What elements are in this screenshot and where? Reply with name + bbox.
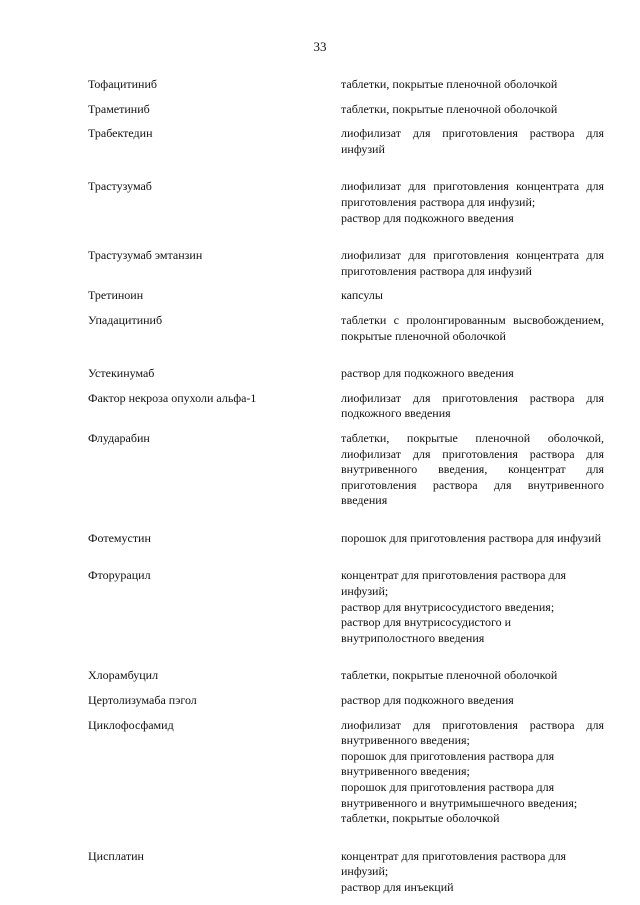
- drug-name: Цертолизумаба пэгол: [88, 693, 197, 708]
- drug-list: [88, 77, 604, 896]
- drug-name: Циклофосфамид: [88, 717, 174, 732]
- list-row: [88, 288, 604, 304]
- page-number: 33: [313, 39, 327, 54]
- dosage-form: таблетки, покрытые пленочной оболочкой: [341, 77, 558, 91]
- drug-name: Тофацитиниб: [88, 77, 157, 91]
- dosage-form: лиофилизат для приготовления раствора для внутривенного введения; порошок для приготовления раствора для внутривенного введения; порошок для приготовления раствора для внутривенного и внутримышечного введения; таблетки, покрытые оболочкой: [341, 717, 604, 826]
- list-row: [88, 849, 604, 896]
- list-row: [88, 531, 604, 547]
- dosage-form: таблетки, покрытые пленочной оболочкой: [341, 101, 558, 116]
- drug-name: Трастузумаб: [88, 179, 152, 194]
- dosage-form: лиофилизат для приготовления раствора для инфузий: [341, 126, 604, 156]
- drug-name: Устекинумаб: [88, 366, 155, 381]
- list-row: [88, 179, 604, 226]
- dosage-form: концентрат для приготовления раствора для инфузий; раствор для внутрисосудистого введения; раствор для внутрисосудистого и внутриполостного введения: [341, 568, 567, 645]
- drug-name: Флударабин: [88, 430, 150, 445]
- list-row: [88, 102, 604, 118]
- list-row: [88, 313, 604, 344]
- list-row: [88, 431, 604, 509]
- dosage-form: концентрат для приготовления раствора для инфузий; раствор для инъекций: [341, 848, 567, 894]
- drug-name: Фактор некроза опухоли альфа-1: [88, 390, 257, 405]
- drug-name: Траметиниб: [88, 101, 150, 116]
- list-row: [88, 366, 604, 382]
- drug-name: Третиноин: [88, 288, 144, 303]
- drug-name: Цисплатин: [88, 848, 144, 863]
- list-row: [88, 668, 604, 684]
- dosage-form: капсулы: [341, 288, 383, 303]
- list-row: [88, 126, 604, 157]
- dosage-form: раствор для подкожного введения: [341, 366, 514, 381]
- dosage-form: лиофилизат для приготовления раствора для подкожного введения: [341, 390, 604, 421]
- drug-name: Упадацитиниб: [88, 312, 163, 327]
- drug-name: Хлорамбуцил: [88, 668, 159, 683]
- drug-name: Трастузумаб эмтанзин: [88, 248, 203, 263]
- dosage-form: лиофилизат для приготовления концентрата для приготовления раствора для инфузий: [341, 248, 604, 278]
- dosage-form: лиофилизат для приготовления концентрата для приготовления раствора для инфузий; раствор для подкожного введения: [341, 179, 604, 225]
- list-row: [88, 718, 604, 827]
- dosage-form: таблетки, покрытые пленочной оболочкой: [341, 668, 558, 683]
- list-row: [88, 391, 604, 422]
- list-row: [88, 248, 604, 279]
- drug-name: Фторурацил: [88, 568, 151, 583]
- list-row: [88, 568, 604, 646]
- list-row: [88, 693, 604, 709]
- dosage-form: раствор для подкожного введения: [341, 693, 514, 708]
- dosage-form: порошок для приготовления раствора для инфузий: [341, 530, 602, 545]
- list-row: [88, 77, 604, 93]
- dosage-form: таблетки с пролонгированным высвобождением, покрытые пленочной оболочкой: [341, 312, 604, 343]
- dosage-form: таблетки, покрытые пленочной оболочкой, лиофилизат для приготовления раствора для внутривенного введения, концентрат для приготовления раствора для внутривенного введения: [341, 430, 604, 508]
- drug-name: Трабектедин: [88, 126, 153, 141]
- drug-name: Фотемустин: [88, 530, 151, 545]
